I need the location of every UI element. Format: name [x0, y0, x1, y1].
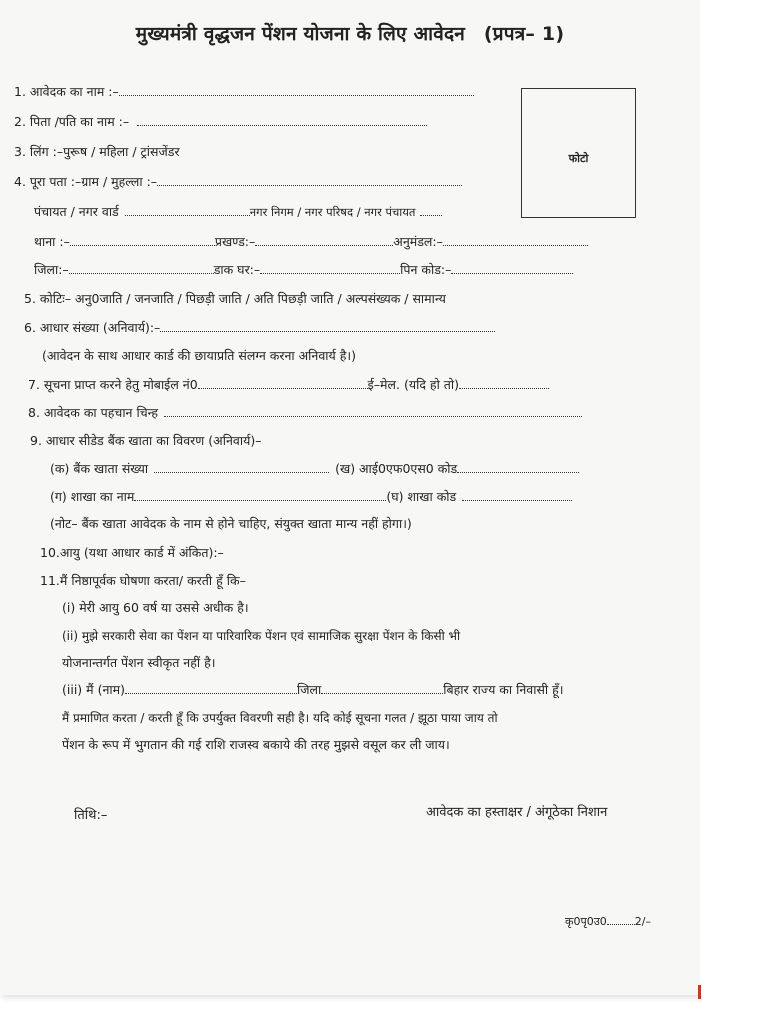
district-input[interactable] [69, 262, 214, 274]
bank-account-input[interactable] [154, 461, 329, 473]
field-father-husband-name: 2. पिता /पति का नाम :– [14, 114, 427, 130]
form-id: (प्रपत्र– 1) [483, 23, 565, 45]
pin-input[interactable] [451, 262, 573, 274]
aadhaar-input[interactable] [160, 320, 495, 332]
identification-mark-input[interactable] [164, 405, 582, 417]
declaration-ii-a: (ii) मुझे सरकारी सेवा का पेंशन या पारिवारिक पेंशन एवं सामाजिक सुरक्षा पेंशन के किसी भी [62, 629, 461, 643]
field-declaration: 11.मैं निष्ठापूर्वक घोषणा करता/ करती हूँ कि– [40, 573, 246, 588]
form-title-text: मुख्यमंत्री वृद्धजन पेंशन योजना के लिए आवेदन [135, 23, 465, 45]
prakhand-input[interactable] [255, 234, 393, 246]
certification-a: मैं प्रमाणित करता / करती हूँ कि उपर्युक्त विवरणी सही है। यदि कोई सूचना गलत / झूठा पाया जाय तो [62, 711, 498, 725]
panchayat-input[interactable] [125, 204, 250, 216]
declaration-district-input[interactable] [321, 682, 443, 694]
field-bank-account: (क) बैंक खाता संख्या (ख) आई0एफ0एस0 कोड [50, 461, 579, 477]
form-title [0, 20, 700, 46]
date-label[interactable]: तिथि:– [74, 808, 108, 823]
field-address-district: जिला:– डाक घर:– पिन कोड:– [34, 262, 573, 278]
ifsc-input[interactable] [457, 461, 579, 473]
declaration-ii-b: योजनान्तर्गत पेंशन स्वीकृत नहीं है। [62, 655, 216, 670]
village-input[interactable] [157, 174, 462, 186]
field-branch-name: (ग) शाखा का नाम (घ) शाखा कोड [50, 489, 572, 505]
field-applicant-name: 1. आवेदक का नाम :– [14, 84, 474, 100]
mobile-input[interactable] [198, 377, 368, 389]
field-identification-mark: 8. आवेदक का पहचान चिन्ह [28, 405, 582, 421]
field-age[interactable]: 10.आयु (यथा आधार कार्ड में अंकित):– [40, 545, 224, 560]
field-category[interactable]: 5. कोटिः– अनु0जाति / जनजाति / पिछड़ी जाति / अति पिछड़ी जाति / अल्पसंख्यक / सामान्य [24, 291, 446, 306]
thana-input[interactable] [70, 234, 215, 246]
nagar-input[interactable] [420, 204, 442, 216]
father-name-input[interactable] [137, 114, 427, 126]
signature-label[interactable]: आवेदक का हस्ताक्षर / अंगूठेका निशान [426, 805, 608, 820]
photo-label: फोटो [568, 152, 589, 165]
photo-box[interactable] [521, 88, 636, 218]
branch-name-input[interactable] [134, 489, 386, 501]
email-input[interactable] [459, 377, 549, 389]
declaration-i: (i) मेरी आयु 60 वर्ष या उससे अधीक है। [62, 600, 249, 615]
certification-b: पेंशन के रूप में भुगतान की गई राशि राजस्व बकाये की तरह मुझसे वसूल कर ली जाय। [62, 737, 450, 752]
declaration-iii: (iii) मैं (नाम) जिला बिहार राज्य का निवासी हूँ। [62, 682, 564, 697]
background-right [700, 0, 768, 1024]
page-ref-dots [607, 915, 635, 925]
page-ref: कृ0पृ0उ0 2/– [565, 915, 651, 928]
post-office-input[interactable] [260, 262, 400, 274]
field-address-village: 4. पूरा पता :–ग्राम / मुहल्ला :– [14, 174, 462, 190]
field-mobile: 7. सूचना प्राप्त करने हेतु मोबाईल नं0 ई–मेल. (यदि हो तो) [28, 377, 549, 393]
anumandal-input[interactable] [443, 234, 588, 246]
field-address-panchayat: पंचायत / नगर वार्ड नगर निगम / नगर परिषद / नगर पंचायत [34, 204, 442, 220]
field-gender[interactable]: 3. लिंग :–पुरूष / महिला / ट्रांसजेंडर [14, 144, 180, 159]
field-aadhaar: 6. आधार संख्या (अनिवार्य):– [24, 320, 495, 336]
bank-note: (नोट– बैंक खाता आवेदक के नाम से होने चाहिए, संयुक्त खाता मान्य नहीं होगा।) [50, 516, 412, 531]
branch-code-input[interactable] [462, 489, 572, 501]
declaration-name-input[interactable] [125, 682, 297, 694]
aadhaar-note: (आवेदन के साथ आधार कार्ड की छायाप्रति संलग्न करना अनिवार्य है।) [42, 348, 357, 363]
field-bank-details: 9. आधार सीडेड बैंक खाता का विवरण (अनिवार्य)– [30, 433, 262, 448]
field-address-thana: थाना :– प्रखण्ड:– अनुमंडल:– [34, 234, 588, 250]
folder-edge-mark [698, 985, 701, 999]
applicant-name-input[interactable] [119, 84, 474, 96]
